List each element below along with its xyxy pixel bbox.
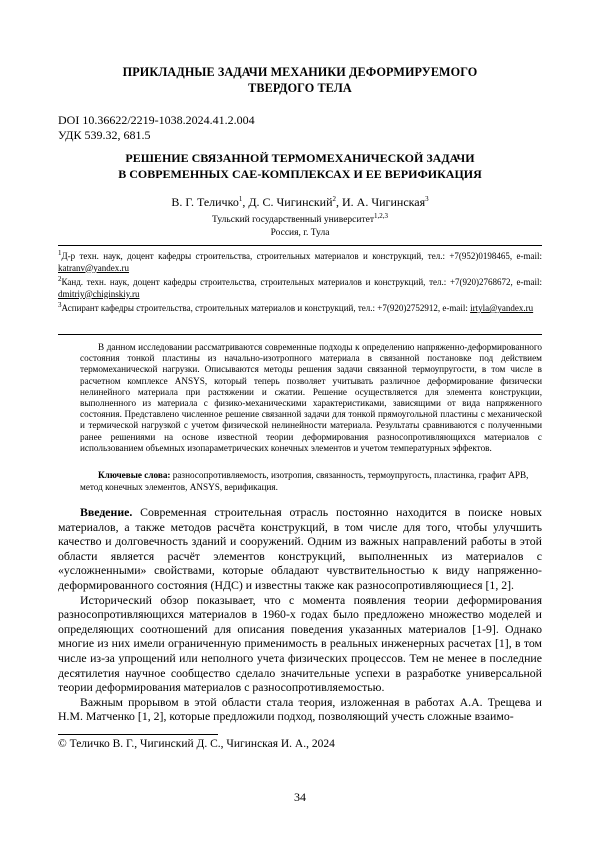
affiliation-university: Тульский государственный университет: [212, 215, 374, 225]
author-email-link[interactable]: dmitriy@chiginskiy.ru: [58, 288, 140, 299]
author-name: В. Г. Теличко: [171, 195, 239, 209]
footnote-text: Канд. техн. наук, доцент кафедры строительства, строительных материалов и конструкций, тел.: +7(920)2768672, e-mail:: [61, 277, 542, 287]
author-list: В. Г. Теличко$^1$, Д. С. Чигинский$^2$, И. А. Чигинская$^3$: [171, 195, 429, 209]
keywords-label: Ключевые слова:: [98, 470, 171, 480]
abstract: В данном исследовании рассматриваются современные подходы к определению напряженно-деформированного состояния тонкой пластины из начально-изотропного материала в связанной постановке под действием термомеханической нагрузки. Описываются методы решения задачи связанной термоупругости, в том числе в расчетном комплексе ANSYS, который теперь позволяет учитывать различное деформирование физически нелинейного материала при растяжении и сжатии. Решение осуществляется для элемента конструкции, выполненного из материала с физико-механическими характеристиками, зависящими от вида напряженного состояния. Представлено численное решение связанной задачи для тонкой прямоугольной пластины с механической и термической нагрузкой с учетом физической нелинейности материала. Результаты сравниваются с полученными ранее решениями на основе известной теории деформирования разносопротивляющихся материалов с использованием объемных изопараметрических конечных элементов и учетом температурных эффектов.: [80, 342, 542, 453]
copyright: © Теличко В. Г., Чигинский Д. С., Чигинская И. А., 2024: [58, 738, 335, 750]
intro-label: Введение.: [80, 505, 133, 519]
affiliation: [58, 211, 542, 226]
footnote-sup: 3: [58, 301, 62, 309]
footnote-sup: 1: [58, 249, 62, 257]
footnote-text: Д-р техн. наук, доцент кафедры строительства, строительных материалов и конструкций, тел.: +7(952)0198465, e-mail:: [61, 251, 542, 261]
author-email-link[interactable]: irtyla@yandex.ru: [470, 303, 534, 313]
author-name: Д. С. Чигинский: [248, 195, 333, 209]
body-paragraph: Важным прорывом в этой области стала теория, изложенная в работах А.А. Трещева и Н.М. Матченко [1, 2], которые предложили подход, позволяющий учесть сложные взаимо-: [58, 694, 542, 724]
author-footnote: [58, 277, 542, 300]
paper-title-line: В СОВРЕМЕННЫХ CAE-КОМПЛЕКСАХ И ЕЕ ВЕРИФИКАЦИЯ: [118, 167, 482, 181]
doi: DOI 10.36622/2219-1038.2024.41.2.004: [58, 113, 255, 127]
author-sup: 3: [425, 195, 429, 203]
section-title-line: ПРИКЛАДНЫЕ ЗАДАЧИ МЕХАНИКИ ДЕФОРМИРУЕМОГО: [122, 65, 478, 79]
keywords-text: разносопротивляемость, изотропия, связанность, термоупругость, пластинка, графит АРВ, метод конечных элементов, ANSYS, верификация.: [80, 470, 529, 492]
author-sup: 1: [238, 195, 243, 203]
footnote-sup: 2: [58, 275, 62, 283]
author-sup: 2: [332, 195, 336, 203]
author-email-link[interactable]: katranv@yandex.ru: [58, 262, 130, 273]
paper-title-line: РЕШЕНИЕ СВЯЗАННОЙ ТЕРМОМЕХАНИЧЕСКОЙ ЗАДАЧИ: [125, 151, 475, 165]
footnote-divider: [58, 334, 542, 335]
udk: УДК 539.32, 681.5: [58, 128, 151, 142]
body-paragraph: [58, 505, 542, 593]
author-name: И. А. Чигинская: [342, 195, 426, 209]
keywords: [80, 470, 542, 493]
body-paragraph: Исторический обзор показывает, что с момента появления теории деформирования разносопротивляющихся материалов в 1960-х годах было предложено множество моделей и определяющих соотношений для описания поведения указанных материалов [1-9]. Однако многие из них имели ограниченную применимость в реальных инженерных расчетах [1], в том числе из-за упрощений или неполного учета физических процессов. Тем не менее в последние десятилетия научное сообщество сделало значительные успехи в разработке универсальной теории деформирования материалов с разносопротивляемостью.: [58, 592, 542, 695]
paragraph-text: Современная строительная отрасль постоянно находится в поиске новых материалов, а также методов расчёта конструкций, в том числе для того, чтобы улучшить качество и долговечность зданий и сооружений. Одним из важных направлений работы в этой области является расчёт элементов конструкций, выполненных из материалов с «усложненными» свойствами, которые обладают чувствительностью к виду напряженно-деформированного состояния (НДС) и известны также как разносопротивляющиеся [1, 2].: [58, 505, 542, 592]
copyright-divider: [58, 734, 218, 735]
footnote-text: Аспирант кафедры строительства, строительных материалов и конструкций, тел.: +7(920)2752912, e-mail:: [61, 303, 471, 313]
page-number: 34: [294, 790, 306, 804]
footnote-divider: [58, 245, 542, 246]
section-title: [58, 64, 542, 96]
author-footnote: [58, 251, 542, 274]
article-body: [58, 505, 542, 724]
affiliation-location: Россия, г. Тула: [270, 228, 330, 238]
paper-title: [58, 150, 542, 182]
section-title-line: ТВЕРДОГО ТЕЛА: [248, 81, 352, 95]
affiliation-sup: 1,2,3: [373, 211, 388, 220]
author-footnote: [58, 303, 542, 315]
